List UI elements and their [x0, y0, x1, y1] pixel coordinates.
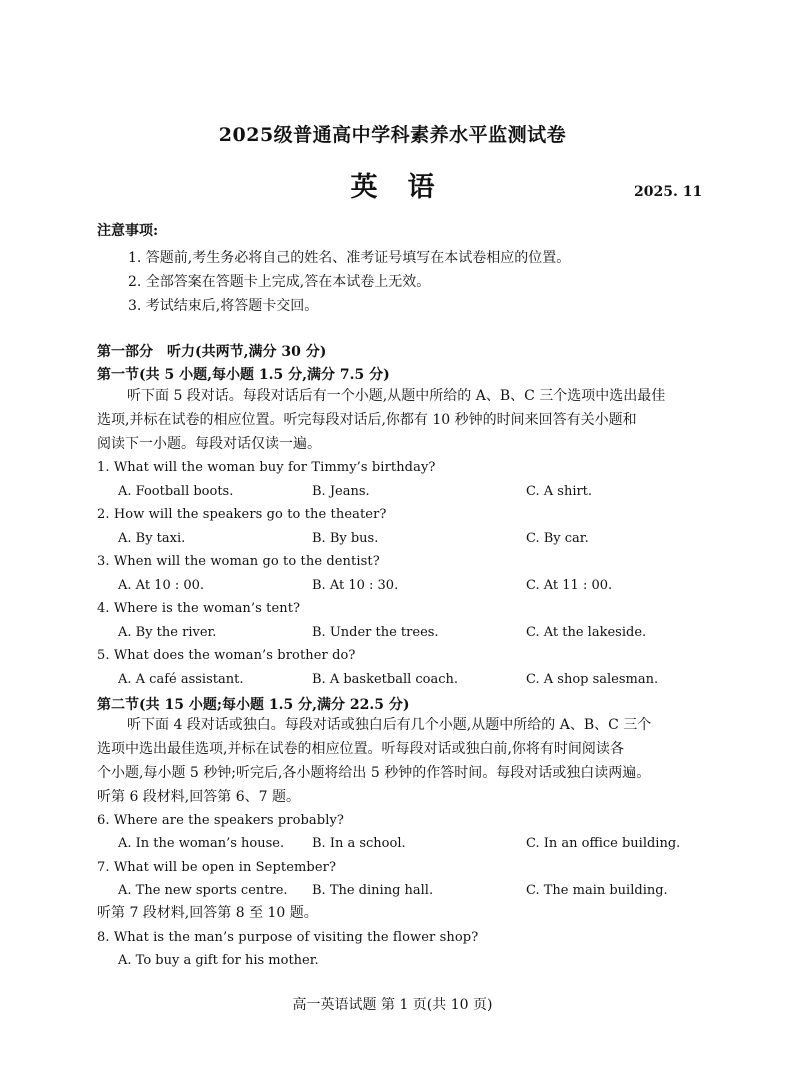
question-stem: 5. What does the woman’s brother do?	[97, 648, 356, 663]
section2-heading: 第二节(共 15 小题;每小题 1.5 分,满分 22.5 分)	[97, 697, 410, 713]
section2-instructions-line: 听下面 4 段对话或独白。每段对话或独白后有几个小题,从题中所给的 A、B、C 三个	[127, 717, 652, 733]
notice-heading: 注意事项:	[97, 223, 159, 239]
question-stem: 6. Where are the speakers probably?	[97, 813, 344, 828]
question-stem: 1. What will the woman buy for Timmy’s birthday?	[97, 460, 436, 475]
option-b: B. By bus.	[312, 531, 379, 546]
question-stem: 7. What will be open in September?	[97, 860, 337, 875]
section1-instructions-line: 听下面 5 段对话。每段对话后有一个小题,从题中所给的 A、B、C 三个选项中选出最佳	[127, 388, 666, 404]
option-c: C. At the lakeside.	[526, 625, 647, 640]
option-c: C. At 11 : 00.	[526, 578, 613, 593]
option-c: C. A shirt.	[526, 484, 593, 499]
option-a: A. By the river.	[118, 625, 217, 640]
option-b: B. A basketball coach.	[312, 672, 459, 687]
option-b: B. The dining hall.	[312, 883, 434, 898]
option-c: C. A shop salesman.	[526, 672, 659, 687]
option-a: A. By taxi.	[118, 531, 186, 546]
notice-item: 1. 答题前,考生务必将自己的姓名、准考证号填写在本试卷相应的位置。	[128, 250, 571, 266]
option-c: C. The main building.	[526, 883, 668, 898]
option-b: B. Jeans.	[312, 484, 370, 499]
question-stem: 4. Where is the woman’s tent?	[97, 601, 301, 616]
section1-heading: 第一节(共 5 小题,每小题 1.5 分,满分 7.5 分)	[97, 367, 390, 383]
section1-instructions-line: 选项,并标在试卷的相应位置。听完每段对话后,你都有 10 秒钟的时间来回答有关小题和	[97, 412, 637, 428]
option-a: A. In the woman’s house.	[118, 836, 285, 851]
subject-title: 英语	[350, 172, 465, 203]
exam-title: 2025级普通高中学科素养水平监测试卷	[218, 124, 567, 146]
section1-instructions-line: 阅读下一小题。每段对话仅读一遍。	[97, 436, 321, 452]
section2-instructions-line: 个小题,每小题 5 秒钟;听完后,各小题将给出 5 秒钟的作答时间。每段对话或独白读两遍。	[97, 765, 651, 781]
option-a: A. To buy a gift for his mother.	[118, 953, 319, 968]
material-instruction: 听第 6 段材料,回答第 6、7 题。	[97, 789, 300, 805]
part1-heading: 第一部分 听力(共两节,满分 30 分)	[97, 344, 327, 360]
notice-item: 3. 考试结束后,将答题卡交回。	[128, 298, 319, 314]
question-stem: 3. When will the woman go to the dentist?	[97, 554, 380, 569]
option-c: C. By car.	[526, 531, 589, 546]
option-c: C. In an office building.	[526, 836, 681, 851]
material-instruction: 听第 7 段材料,回答第 8 至 10 题。	[97, 905, 318, 921]
section2-instructions-line: 选项中选出最佳选项,并标在试卷的相应位置。听每段对话或独白前,你将有时间阅读各	[97, 741, 624, 757]
option-b: B. In a school.	[312, 836, 406, 851]
option-a: A. The new sports centre.	[118, 883, 288, 898]
question-stem: 8. What is the man’s purpose of visiting the flower shop?	[97, 930, 479, 945]
option-a: A. Football boots.	[118, 484, 234, 499]
notice-item: 2. 全部答案在答题卡上完成,答在本试卷上无效。	[128, 274, 431, 290]
option-b: B. Under the trees.	[312, 625, 439, 640]
option-b: B. At 10 : 30.	[312, 578, 399, 593]
question-stem: 2. How will the speakers go to the theater?	[97, 507, 387, 522]
page-footer: 高一英语试题 第 1 页(共 10 页)	[292, 997, 493, 1013]
option-a: A. At 10 : 00.	[118, 578, 205, 593]
exam-date: 2025. 11	[634, 184, 703, 200]
option-a: A. A café assistant.	[118, 672, 244, 687]
